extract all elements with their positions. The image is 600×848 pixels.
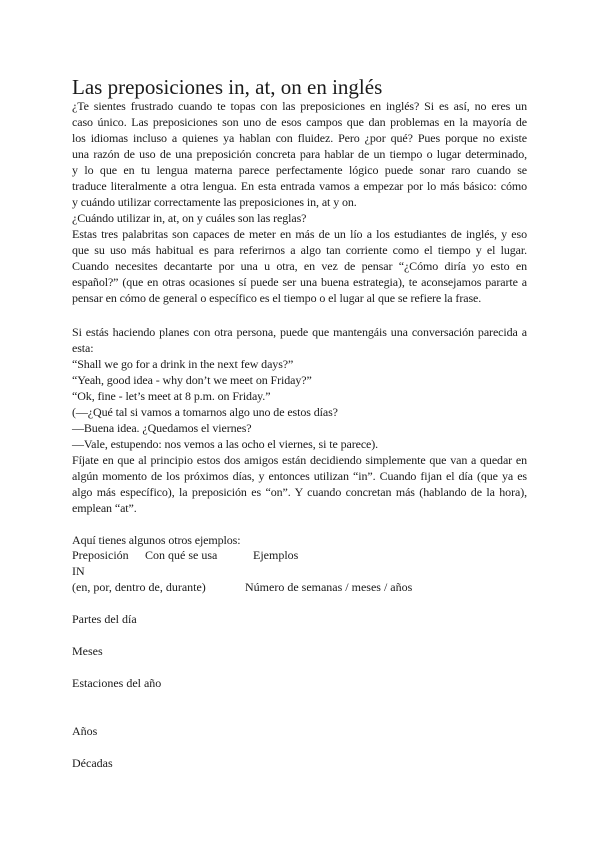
dialogue-line: “Yeah, good idea - why don’t we meet on Friday?” <box>72 373 312 387</box>
intro-line: los idiomas incluso a quienes ya hablan con fluidez. Pero ¿por qué? Pues porque no existe <box>72 131 527 145</box>
table-usage-cell: Estaciones del año <box>72 676 162 690</box>
table-header-preposition: Preposición <box>72 548 129 562</box>
dialogue-line: —Vale, estupendo: nos vemos a las ocho el viernes, si te parece). <box>72 437 379 451</box>
dialogue-line: (—¿Qué tal si vamos a tomarnos algo uno de estos días? <box>72 405 338 419</box>
explanation-line: que su uso más habitual es para referirnos a algo tan corriente como el tiempo y el lugar. <box>72 243 527 257</box>
dialogue-note-line: Fíjate en que al principio estos dos amigos están decidiendo simplemente que van a quedar en <box>72 453 527 467</box>
dialogue-note-line: algo más específico), la preposición es “on”. Y cuando concretan más (hablando de la hora), <box>72 485 527 499</box>
intro-line: y cuándo utilizar correctamente las preposiciones in, at y on. <box>72 195 357 209</box>
dialogue-note-line: emplean “at”. <box>72 501 137 515</box>
examples-intro: Aquí tienes algunos otros ejemplos: <box>72 533 241 547</box>
table-usage-cell: Meses <box>72 644 103 658</box>
intro-line: traduce literalmente a otra lengua. En esta entrada vamos a empezar por lo más básico: cómo <box>72 179 527 193</box>
table-preposition: IN <box>72 564 85 578</box>
table-header-usage: Con qué se usa <box>145 548 218 562</box>
explanation-line: español?” (que en otras ocasiones sí puede ser una buena estrategia), te aconsejamos pararte a <box>72 275 527 289</box>
dialogue-line: —Buena idea. ¿Quedamos el viernes? <box>72 421 252 435</box>
table-usage-cell: Décadas <box>72 756 113 770</box>
explanation-line: pensar en cómo de general o específico es el tiempo o el lugar al que se refiere la frase. <box>72 291 482 305</box>
table-preposition-meaning: (en, por, dentro de, durante) <box>72 580 206 594</box>
page-title: Las preposiciones in, at, on en inglés <box>72 75 383 99</box>
intro-line: y lo que en tu lengua materna parece perfectamente lógico puede sonar raro cuando se <box>72 163 527 177</box>
dialogue-intro-line: esta: <box>72 341 94 355</box>
table-usage-cell: Número de semanas / meses / años <box>245 580 413 594</box>
intro-line: ¿Te sientes frustrado cuando te topas con las preposiciones en inglés? Si es así, no eres un <box>72 99 527 113</box>
dialogue-line: “Shall we go for a drink in the next few days?” <box>72 357 294 371</box>
intro-line: caso único. Las preposiciones son uno de esos campos que dan problemas en la mayoría de <box>72 115 527 129</box>
table-header-examples: Ejemplos <box>253 548 299 562</box>
dialogue-line: “Ok, fine - let’s meet at 8 p.m. on Friday.” <box>72 389 271 403</box>
intro-line: una razón de uso de una preposición concreta para hablar de un tiempo o lugar determinado, <box>72 147 527 161</box>
dialogue-note-line: algún momento de los próximos días, y entonces utilizan “in”. Cuando fijan el día (que ya es <box>72 469 527 483</box>
section-question: ¿Cuándo utilizar in, at, on y cuáles son las reglas? <box>72 211 307 225</box>
table-usage-cell: Años <box>72 724 98 738</box>
explanation-line: Cuando necesites decantarte por una u otra, en vez de pensar “¿Cómo diría yo esto en <box>72 259 527 273</box>
dialogue-intro-line: Si estás haciendo planes con otra persona, puede que mantengáis una conversación parecida a <box>72 325 527 339</box>
table-usage-cell: Partes del día <box>72 612 137 626</box>
explanation-line: Estas tres palabritas son capaces de meter en más de un lío a los estudiantes de inglés, y eso <box>72 227 527 241</box>
